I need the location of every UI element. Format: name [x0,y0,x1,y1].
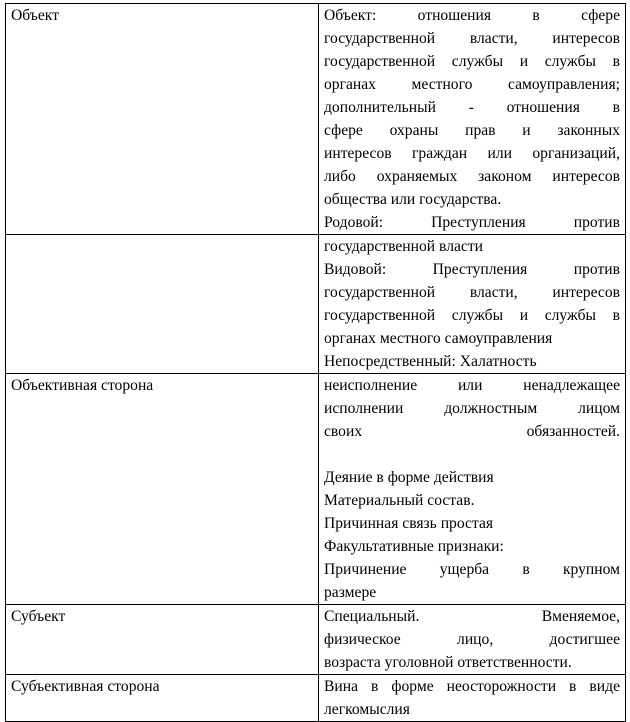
row-description-cell [319,374,626,605]
row-label-cell: Субъективная сторона [6,675,319,722]
description-line: Причинение ущерба в крупном [324,561,620,578]
description-line: своих обязанностей. [324,423,620,440]
table-row [6,374,626,605]
row-label-cell [6,235,319,374]
description-line: Видовой: Преступления против [324,261,620,278]
description-line: органах местного самоуправления; [324,76,620,93]
row-description-cell [319,4,626,235]
description-line: Непосредственный: Халатность [324,353,537,370]
description-line: Факультативные признаки: [324,538,504,555]
row-label-cell: Объект [6,4,319,235]
description-line: физическое лицо, достигшее [324,631,620,648]
description-line: Вина в форме неосторожности в виде [324,678,620,695]
description-line: Материальный состав. [324,492,475,509]
description-line: государственной власти [324,238,483,255]
description-line: государственной власти, интересов [324,30,620,47]
row-description-cell [319,675,626,722]
description-line [324,443,620,466]
description-line: интересов граждан или организаций, [324,145,620,162]
description-line: Причинная связь простая [324,515,494,532]
description-line: Деяние в форме действия [324,469,494,486]
description-line: государственной службы и службы в [324,53,620,70]
description-line: возраста уголовной ответственности. [324,654,572,671]
description-line: сфере охраны прав и законных [324,122,620,139]
description-line: неисполнение или ненадлежащее [324,377,620,394]
description-line: общества или государства. [324,191,502,208]
description-line: государственной власти, интересов [324,284,620,301]
row-label-cell: Субъект [6,605,319,675]
table-row [6,4,626,235]
table-row [6,235,626,374]
description-line: исполнении должностным лицом [324,400,620,417]
row-description-cell [319,235,626,374]
description-line: дополнительный - отношения в [324,99,620,116]
row-description-cell [319,605,626,675]
description-line: Родовой: Преступления против [324,214,620,231]
description-line: органах местного самоуправления [324,330,553,347]
description-line: легкомыслия [324,701,410,718]
description-line: либо охраняемых законом интересов [324,168,620,185]
table-row [6,675,626,722]
description-line: государственной службы и службы в [324,307,620,324]
description-line: Объект: отношения в сфере [324,7,620,24]
description-line: размере [324,584,377,601]
crime-elements-table [5,3,626,722]
description-line: Специальный. Вменяемое, [324,608,620,625]
row-label-cell: Объективная сторона [6,374,319,605]
table-row [6,605,626,675]
table-body [6,4,626,722]
